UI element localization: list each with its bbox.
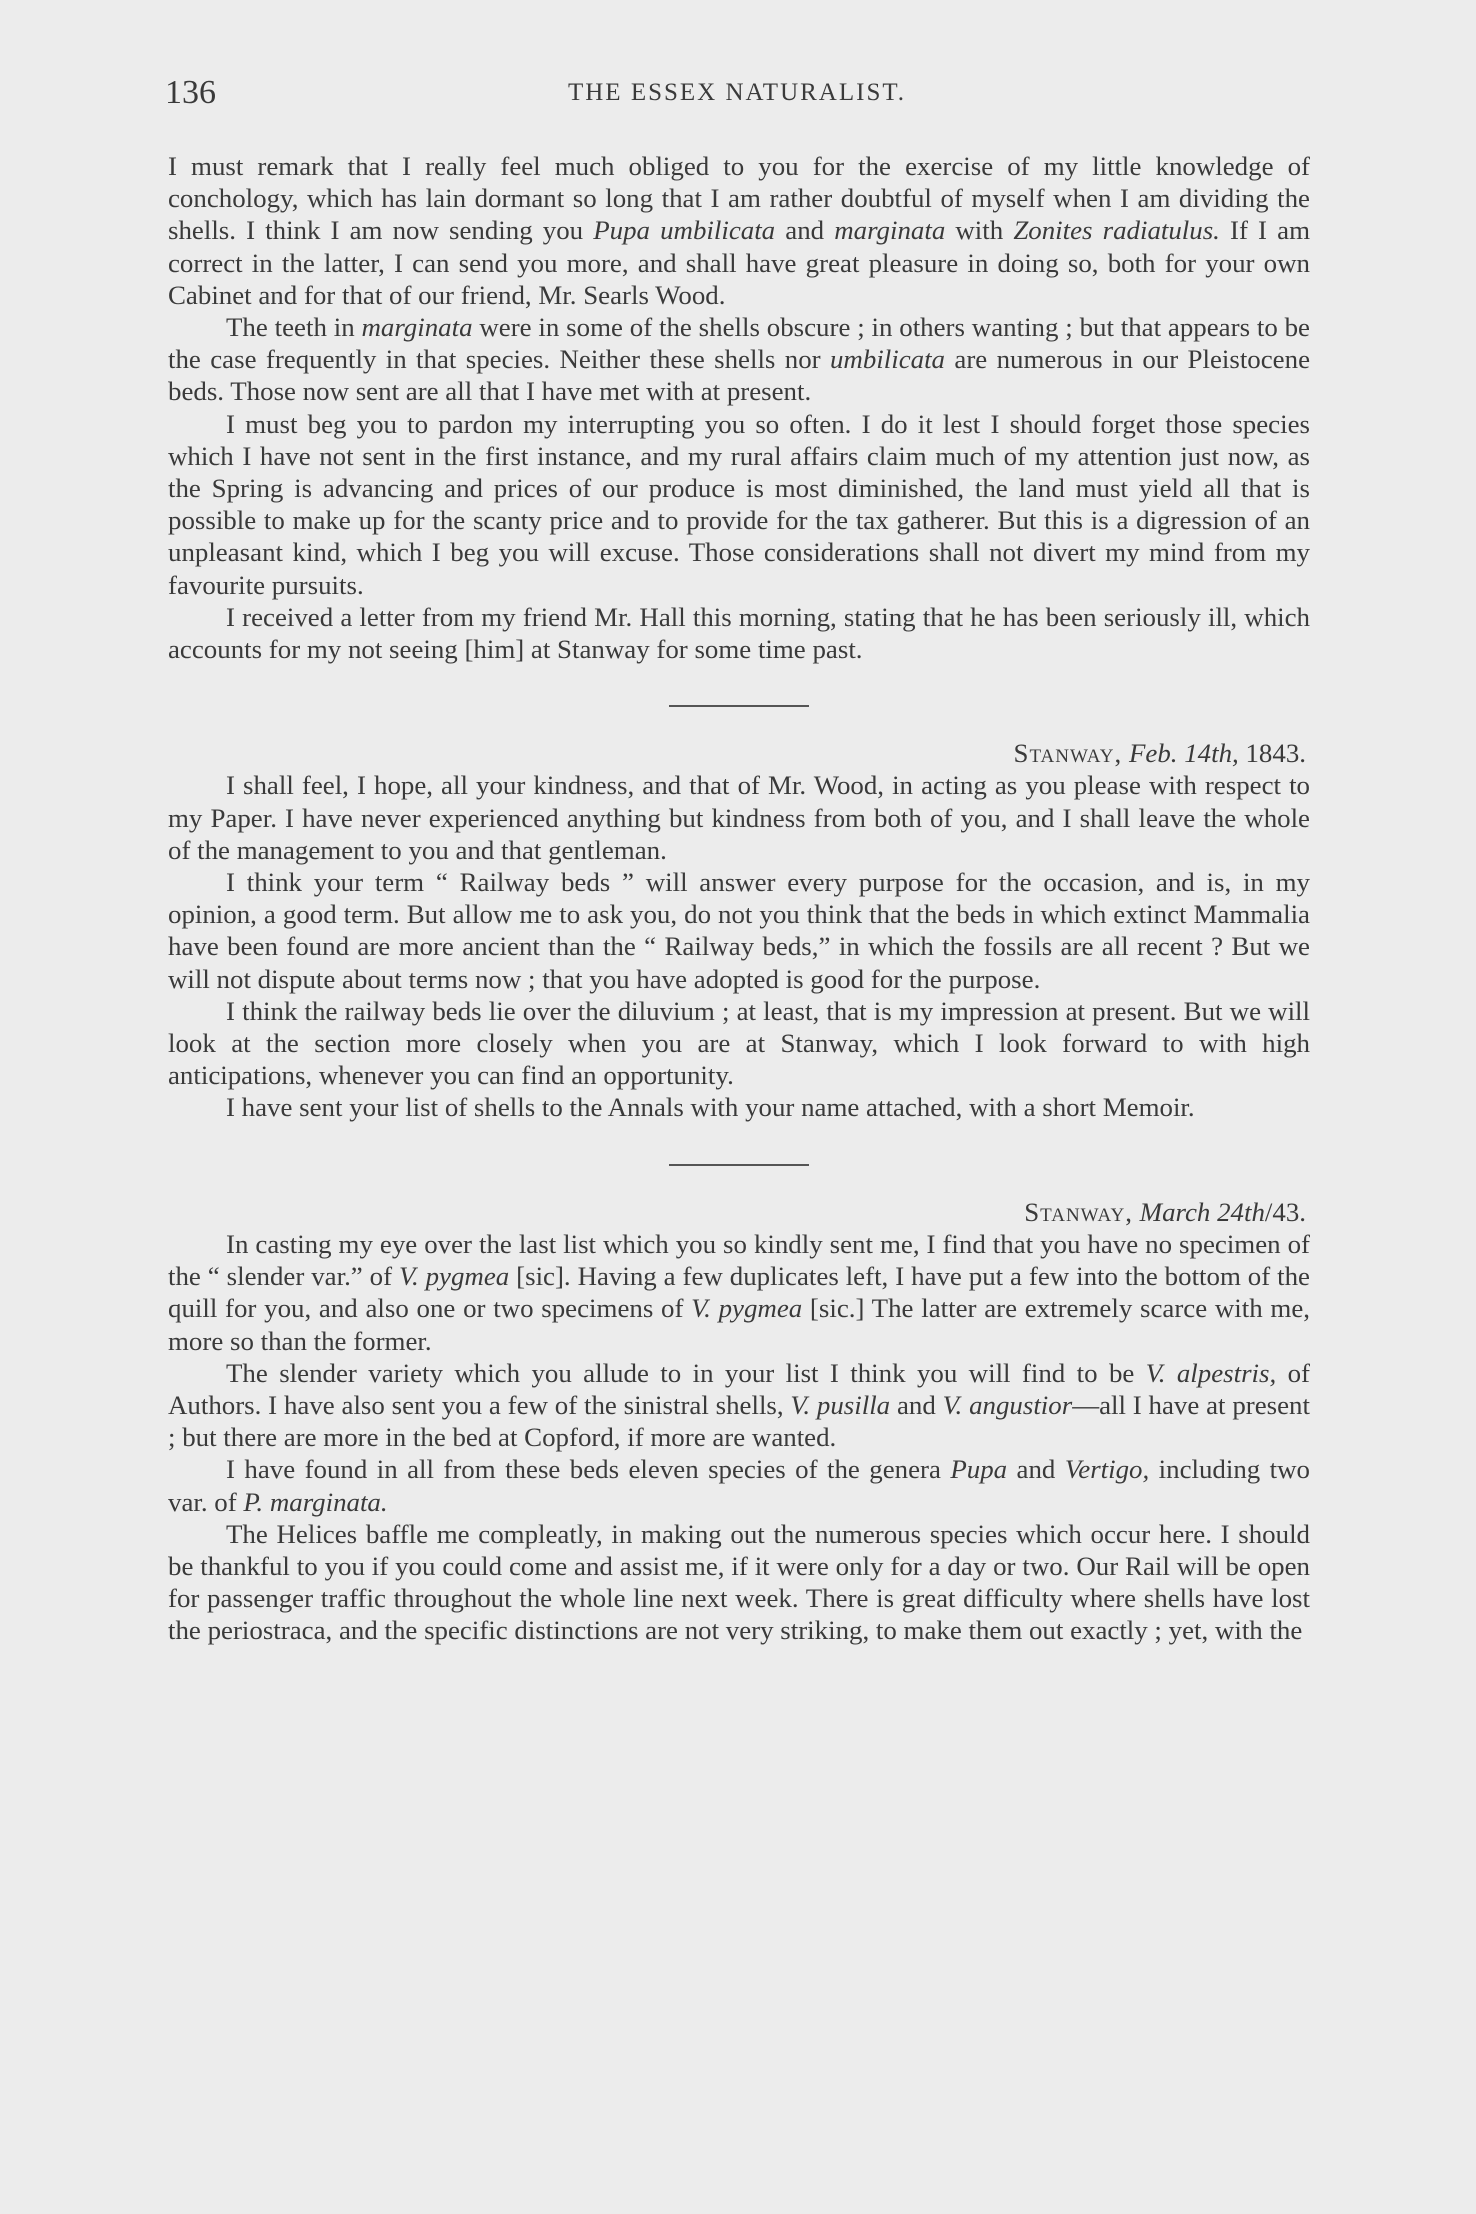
text-body xyxy=(168,150,1310,1647)
page-number: 136 xyxy=(165,74,216,111)
section-divider xyxy=(669,705,809,707)
paragraph: The slender variety which you allude to in your list I think you will find to be V. alpestris, of Authors. I have also sent you a few of the sinistral shells, V. pusilla and V. angustior—all I have at present ; but there are more in the bed at Copford, if more are wanted. xyxy=(168,1357,1311,1453)
paragraph: I have sent your list of shells to the Annals with your name attached, with a short Memoir. xyxy=(226,1092,1195,1123)
paragraph: I have found in all from these beds eleven species of the genera Pupa and Vertigo, including two var. of P. marginata. xyxy=(168,1454,1310,1517)
paragraph: I shall feel, I hope, all your kindness, and that of Mr. Wood, in acting as you please with respect to my Paper. I have never experienced anything but kindness from both of you, and I shall leave the whole of the management to you and that gentleman. xyxy=(168,770,1310,865)
paragraph: I think the railway beds lie over the diluvium ; at least, that is my impression at present. But we will look at the section more closely when you are at Stanway, which I look forward to with high anticipations, whenever you can find an opportunity. xyxy=(168,995,1310,1091)
letter-dateline: Stanway, March 24th/43. xyxy=(1024,1196,1306,1227)
page-header xyxy=(165,68,1309,118)
paragraph: I think your term “ Railway beds ” will answer every purpose for the occasion, and is, in my opinion, a good term. But allow me to ask you, do not you think that the beds in which extinct Mammalia have been found are more ancient than the “ Railway beds,” in which the fossils are all recent ? But we will not dispute about terms now ; that you have adopted is good for the purpose. xyxy=(168,867,1310,994)
paragraph: In casting my eye over the last list which you so kindly sent me, I find that you have no specimen of the “ slender var.” of V. pygmea [sic]. Having a few duplicates left, I have put a few into the bottom of the quill for you, and also one or two specimens of V. pygmea [sic.] The latter are extremely scarce with me, more so than the former. xyxy=(168,1228,1310,1356)
letter-dateline: Stanway, Feb. 14th, 1843. xyxy=(1013,738,1306,769)
paragraph: I must beg you to pardon my interrupting you so often. I do it lest I should forget those species which I have not sent in the first instance, and my rural affairs claim much of my attention just now, as the Spring is advancing and prices of our produce is most diminished, the land must yield all that is possible to make up for the scanty price and to provide for the tax gatherer. But this is a digression of an unpleasant kind, which I beg you will excuse. Those considerations shall not divert my mind from my favourite pursuits. xyxy=(168,408,1310,600)
paragraph: I must remark that I really feel much obliged to you for the exercise of my little knowledge of conchology, which has lain dormant so long that I am rather doubtful of myself when I am dividing the shells. I think I am now sending you Pupa umbilicata and marginata with Zonites radiatulus. If I am correct in the latter, I can send you more, and shall have great pleasure in doing so, both for your own Cabinet and for that of our friend, Mr. Searls Wood. xyxy=(168,151,1310,310)
running-title: THE ESSEX NATURALIST. xyxy=(567,79,907,106)
paragraph: The teeth in marginata were in some of the shells obscure ; in others wanting ; but that appears to be the case frequently in that species. Neither these shells nor umbilicata are numerous in our Pleistocene beds. Those now sent are all that I have met with at present. xyxy=(168,312,1310,407)
paragraph: I received a letter from my friend Mr. Hall this morning, stating that he has been seriously ill, which accounts for my not seeing [him] at Stanway for some time past. xyxy=(168,601,1310,665)
section-divider xyxy=(669,1164,809,1166)
paragraph: The Helices baffle me compleatly, in making out the numerous species which occur here. I should be thankful to you if you could come and assist me, if it were only for a day or two. Our Rail will be open for passenger traffic throughout the whole line next week. There is great difficulty where shells have lost the periostraca, and the specific distinctions are not very striking, to make them out exactly ; yet, with the xyxy=(168,1518,1310,1646)
